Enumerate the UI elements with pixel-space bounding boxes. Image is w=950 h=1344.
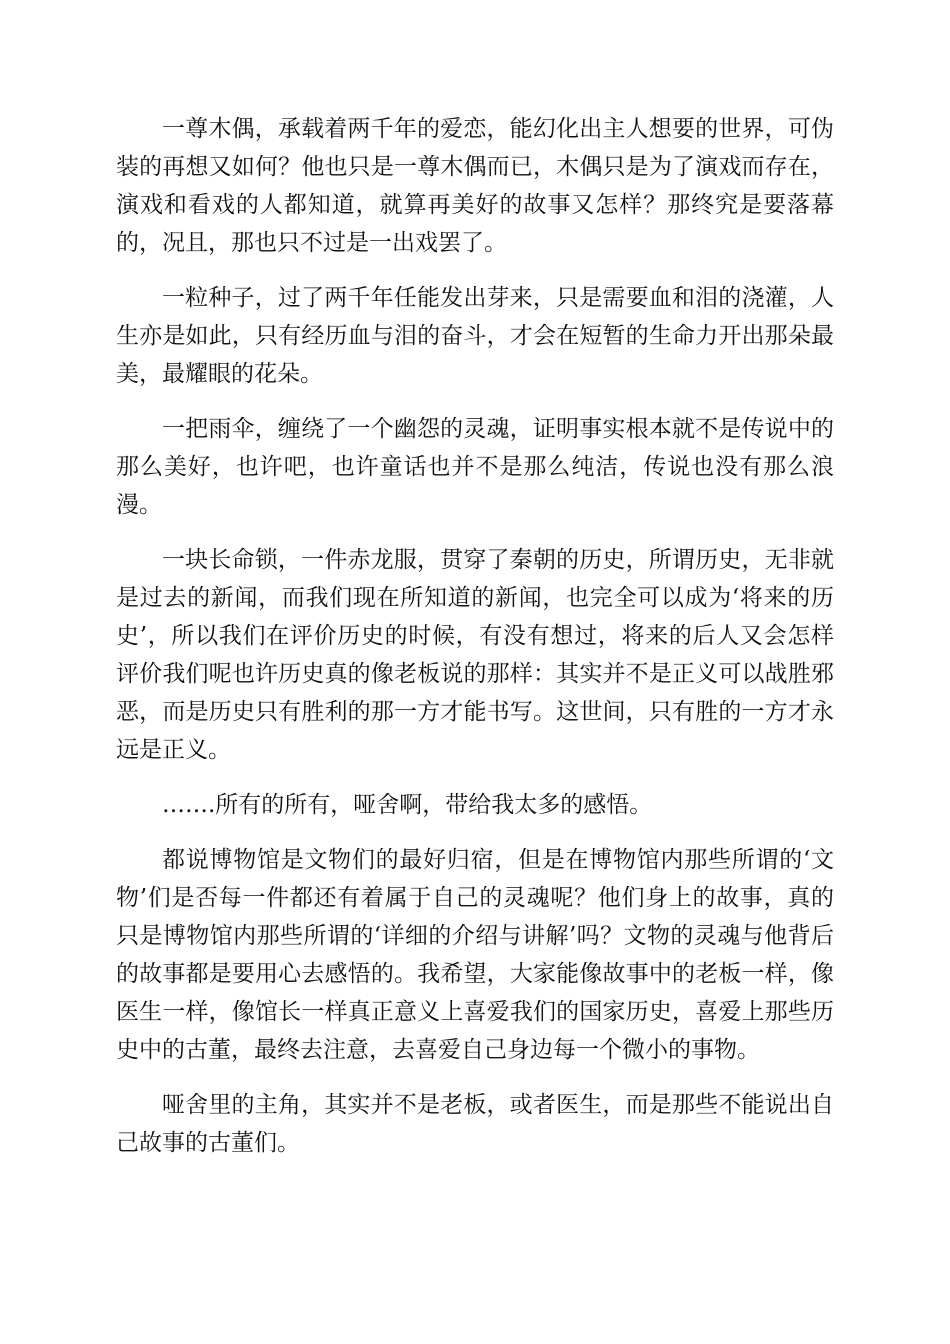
document-body xyxy=(116,110,834,1179)
paragraph-wooden-puppet: 一尊木偶，承载着两千年的爱恋，能幻化出主人想要的世界，可伪装的再想又如何？他也只是一尊木偶而已，木偶只是为了演戏而存在，演戏和看戏的人都知道，就算再美好的故事又怎样？那终究是要落幕的，况且，那也只不过是一出戏罢了。 xyxy=(116,116,834,256)
paragraph-protagonist: 哑舍里的主角，其实并不是老板，或者医生，而是那些不能说出自己故事的古董们。 xyxy=(116,1092,834,1156)
paragraph-seed: 一粒种子，过了两千年任能发出芽来，只是需要血和泪的浇灌，人生亦是如此，只有经历血与泪的奋斗，才会在短暂的生命力开出那朵最美，最耀眼的花朵。 xyxy=(116,285,834,387)
paragraph-museum: 都说博物馆是文物们的最好归宿，但是在博物馆内那些所谓的‘文物’们是否每一件都还有着属于自己的灵魂呢？他们身上的故事，真的只是博物馆内那些所谓的‘详细的介绍与讲解’吗？文物的灵魂与他背后的故事都是要用心去感悟的。我希望，大家能像故事中的老板一样，像医生一样，像馆长一样真正意义上喜爱我们的国家历史，喜爱上那些历史中的古董，最终去注意，去喜爱自己身边每一个微小的事物。 xyxy=(116,847,834,1063)
paragraph-umbrella: 一把雨伞，缠绕了一个幽怨的灵魂，证明事实根本就不是传说中的那么美好，也许吧，也许童话也并不是那么纯洁，传说也没有那么浪漫。 xyxy=(116,416,834,518)
paragraph-insights: …….所有的所有，哑舍啊，带给我太多的感悟。 xyxy=(162,792,653,818)
paragraph-longevity-lock: 一块长命锁，一件赤龙服，贯穿了秦朝的历史，所谓历史，无非就是过去的新闻，而我们现在所知道的新闻，也完全可以成为‘将来的历史’，所以我们在评价历史的时候，有没有想过，将来的后人又会怎样评价我们呢也许历史真的像老板说的那样：其实并不是正义可以战胜邪恶，而是历史只有胜利的那一方才能书写。这世间，只有胜的一方才永远是正义。 xyxy=(116,547,834,763)
